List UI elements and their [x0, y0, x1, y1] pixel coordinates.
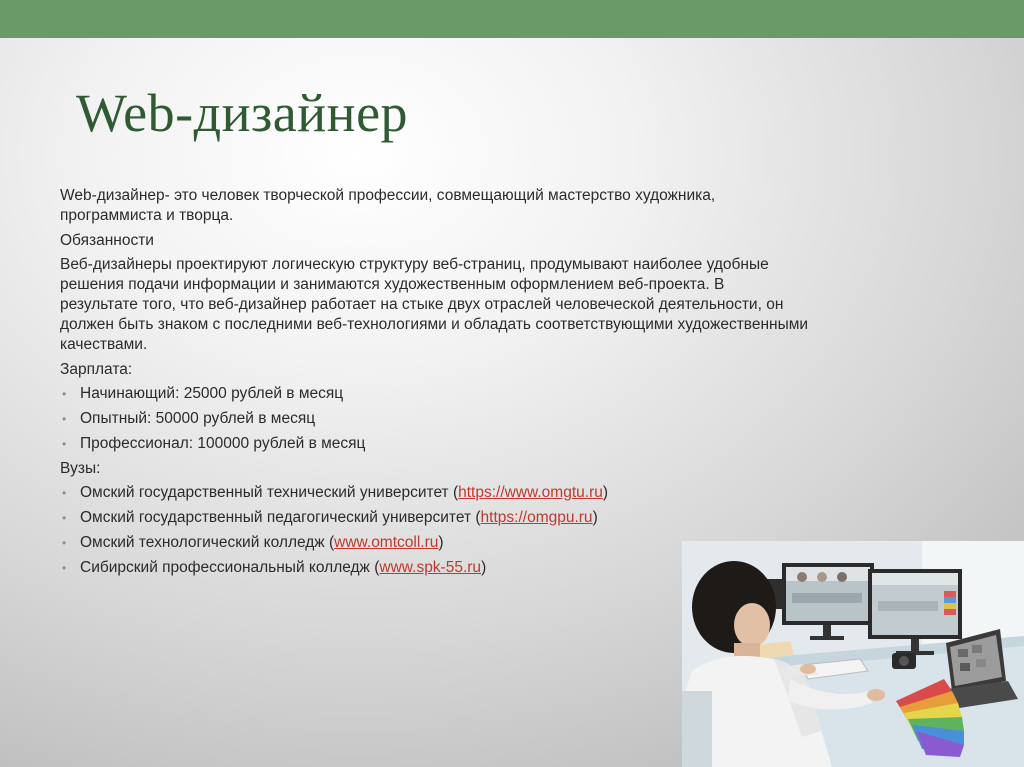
- university-name: Сибирский профессиональный колледж (: [80, 559, 380, 576]
- intro-line: программиста и творца.: [60, 207, 234, 224]
- university-link[interactable]: https://omgpu.ru: [480, 509, 593, 526]
- duties-line: Веб-дизайнеры проектируют логическую структуру веб-страниц, продумывают наиболее удобные: [60, 256, 769, 273]
- top-accent-bar: [0, 0, 1024, 38]
- bullet-icon: •: [62, 387, 67, 401]
- slide-body: [60, 186, 980, 583]
- duties-line: результате того, что веб-дизайнер работает на стыке двух отраслей человеческой деятельности, он: [60, 296, 784, 313]
- salary-item: [60, 434, 980, 454]
- workspace-illustration: [682, 541, 1024, 767]
- bullet-icon: •: [62, 536, 67, 550]
- salary-item: [60, 384, 980, 404]
- designer-workspace-photo: [682, 541, 1024, 767]
- university-name: Омский технологический колледж (: [80, 534, 335, 551]
- bullet-icon: •: [62, 511, 67, 525]
- intro-paragraph: [60, 186, 980, 226]
- intro-line: Web-дизайнер- это человек творческой профессии, совмещающий мастерство художника,: [60, 187, 716, 204]
- universities-heading: Вузы:: [60, 460, 101, 477]
- slide-title: Web-дизайнер: [76, 83, 409, 143]
- salary-heading: Зарплата:: [60, 361, 133, 378]
- university-close: ): [592, 509, 598, 526]
- university-link[interactable]: https://www.omgtu.ru: [458, 484, 603, 501]
- university-close: ): [602, 484, 609, 501]
- university-close: ): [438, 534, 444, 551]
- university-name: Омский государственный технический университет (: [80, 484, 459, 501]
- bullet-icon: •: [62, 412, 67, 426]
- salary-item-text: Опытный: 50000 рублей в месяц: [80, 410, 316, 427]
- university-item: [60, 508, 980, 528]
- salary-item: [60, 409, 980, 429]
- duties-line: должен быть знаком с последними веб-технологиями и обладать соответствующими художественными: [60, 316, 809, 333]
- duties-line: качествами.: [60, 336, 148, 353]
- salary-list: [60, 384, 980, 454]
- duties-line: решения подачи информации и занимаются художественным оформлением веб-проекта. В: [60, 276, 725, 293]
- university-name: Омский государственный педагогический университет (: [80, 509, 481, 526]
- university-item: [60, 483, 980, 503]
- salary-item-text: Профессионал: 100000 рублей в месяц: [80, 435, 366, 452]
- duties-heading: Обязанности: [60, 232, 154, 249]
- university-close: ): [481, 559, 487, 576]
- bullet-icon: •: [62, 561, 67, 575]
- bullet-icon: •: [62, 437, 67, 451]
- university-link[interactable]: www.spk-55.ru: [379, 559, 482, 576]
- university-link[interactable]: www.omtcoll.ru: [334, 534, 439, 551]
- duties-paragraph: [60, 255, 980, 355]
- bullet-icon: •: [62, 486, 67, 500]
- salary-item-text: Начинающий: 25000 рублей в месяц: [80, 385, 344, 402]
